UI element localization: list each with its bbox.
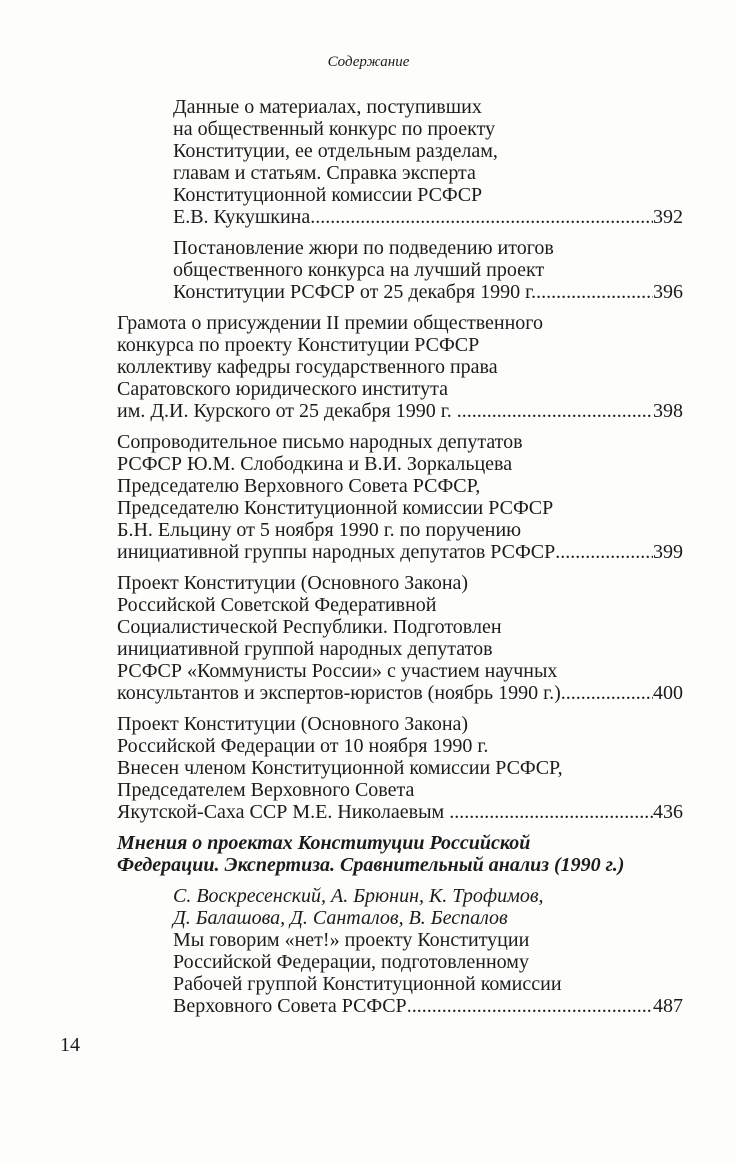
page-number: 14 (60, 1034, 80, 1056)
toc-entry-line: конкурса по проекту Конституции РСФСР (117, 334, 480, 356)
toc-entry (117, 572, 683, 704)
toc-entry-line: Сопроводительное письмо народных депутатов (117, 431, 523, 453)
dot-leader (536, 281, 653, 303)
dot-leader (310, 206, 653, 228)
toc-entry-line: Внесен членом Конституционной комиссии РСФСР, (117, 757, 563, 779)
toc-entry (117, 885, 683, 1017)
toc-entry-line: Верховного Совета РСФСР (173, 995, 407, 1017)
dot-leader (457, 400, 653, 422)
toc-entry-line: Российской Федерации, подготовленному (173, 951, 529, 973)
toc-entry-line: Председателю Конституционной комиссии РСФСР (117, 497, 554, 519)
toc-entry-leader-line (173, 281, 683, 303)
toc-entry-page-number: 398 (653, 400, 683, 422)
toc-entry-line: Проект Конституции (Основного Закона) (117, 572, 469, 594)
table-of-contents (117, 96, 683, 1026)
toc-entry-line: Конституционной комиссии РСФСР (173, 184, 483, 206)
toc-entry-line: Данные о материалах, поступивших (173, 96, 482, 118)
toc-entry-line: Социалистической Республики. Подготовлен (117, 616, 502, 638)
toc-entry-page-number: 487 (653, 995, 683, 1017)
toc-entry-page-number: 400 (653, 682, 683, 704)
dot-leader (561, 682, 653, 704)
toc-entry-page-number: 392 (653, 206, 683, 228)
toc-entry-line: РСФСР «Коммунисты России» с участием научных (117, 660, 558, 682)
dot-leader (407, 995, 653, 1017)
toc-entry-leader-line (117, 541, 683, 563)
toc-entry-line: Мы говорим «нет!» проекту Конституции (173, 929, 530, 951)
toc-entry-page-number: 399 (653, 541, 683, 563)
toc-entry-line: общественного конкурса на лучший проект (173, 259, 545, 281)
toc-entry-leader-line (173, 206, 683, 228)
dot-leader (555, 541, 653, 563)
toc-entry-line: Рабочей группой Конституционной комиссии (173, 973, 562, 995)
toc-entry-line: Постановление жюри по подведению итогов (173, 237, 554, 259)
toc-entry-line: консультантов и экспертов-юристов (ноябрь 1990 г.) (117, 682, 561, 704)
toc-entry-line: Конституции РСФСР от 25 декабря 1990 г. (173, 281, 537, 303)
toc-entry-line: Е.В. Кукушкина (173, 206, 311, 228)
toc-entry-line: инициативной группой народных депутатов (117, 638, 493, 660)
toc-entry-line: Б.Н. Ельцину от 5 ноября 1990 г. по поручению (117, 519, 522, 541)
toc-entry-line: РСФСР Ю.М. Слободкина и В.И. Зоркальцева (117, 453, 513, 475)
toc-entry-leader-line (117, 682, 683, 704)
toc-entry-leader-line (117, 400, 683, 422)
toc-entry-line: Саратовского юридического института (117, 378, 448, 400)
toc-entry-line: Российской Советской Федеративной (117, 594, 437, 616)
toc-entry-line: главам и статьям. Справка эксперта (173, 162, 476, 184)
toc-entry-line: на общественный конкурс по проекту (173, 118, 496, 140)
toc-entry-line: коллективу кафедры государственного права (117, 356, 498, 378)
toc-entry-page-number: 396 (653, 281, 683, 303)
toc-entry (117, 713, 683, 823)
toc-entry-leader-line (173, 995, 683, 1017)
toc-entry-line: Конституции, ее отдельным разделам, (173, 140, 498, 162)
dot-leader (449, 801, 653, 823)
toc-entry (117, 237, 683, 303)
section-heading-line: Федерации. Экспертиза. Сравнительный анализ (1990 г.) (117, 854, 625, 876)
toc-entry-page-number: 436 (653, 801, 683, 823)
toc-entry-line: Председателю Верховного Совета РСФСР, (117, 475, 481, 497)
toc-entry (117, 312, 683, 422)
toc-entry-leader-line (117, 801, 683, 823)
running-header-title: Содержание (327, 54, 410, 70)
entry-authors: Д. Балашова, Д. Санталов, В. Беспалов (173, 907, 508, 929)
toc-entry-line: им. Д.И. Курского от 25 декабря 1990 г. (117, 400, 452, 422)
section-heading-line: Мнения о проектах Конституции Российской (117, 832, 531, 854)
toc-entry-line: Российской Федерации от 10 ноября 1990 г. (117, 735, 489, 757)
toc-entry-line: инициативной группы народных депутатов РСФСР (117, 541, 556, 563)
toc-entry (117, 431, 683, 563)
toc-entry-line: Председателем Верховного Совета (117, 779, 415, 801)
toc-entry-line: Якутской-Саха ССР М.Е. Николаевым (117, 801, 445, 823)
section-heading (117, 832, 683, 876)
toc-entry-line: Проект Конституции (Основного Закона) (117, 713, 469, 735)
entry-authors: С. Воскресенский, А. Брюнин, К. Трофимов, (173, 885, 544, 907)
toc-entry-line: Грамота о присуждении II премии общественного (117, 312, 544, 334)
toc-entry (117, 96, 683, 228)
